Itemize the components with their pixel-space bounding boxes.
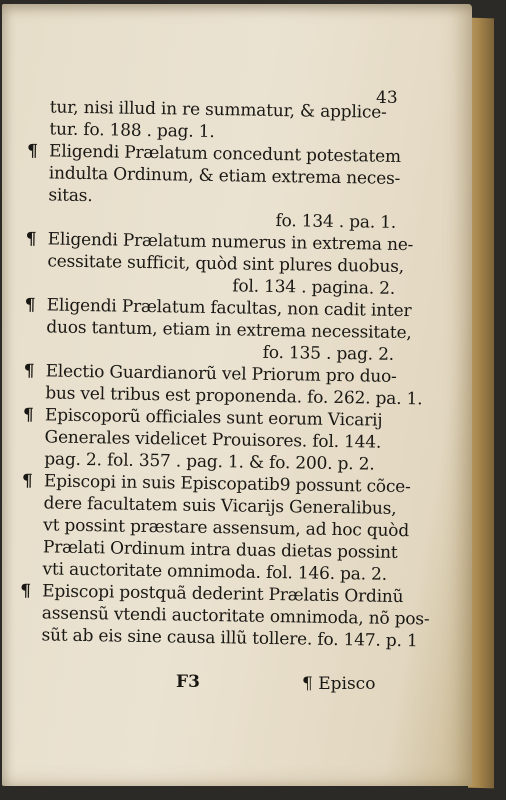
line-text: sũt ab eis sine causa illũ tollere. fo. 147. p. 1 — [41, 625, 418, 652]
pilcrow-mark: ¶ — [22, 405, 34, 426]
line-text: Eligendi Prælatum facultas, non cadit inter — [46, 295, 412, 322]
line-text: sitas. — [48, 185, 93, 207]
line-text: fol. 134 . pagina. 2. — [232, 276, 396, 299]
pilcrow-mark: ¶ — [21, 471, 33, 492]
line-text: dere facultatem suis Vicarijs Generalibus, — [43, 493, 397, 519]
line-text: tur, nisi illud in re summatur, & applice- — [49, 97, 387, 123]
page-footer — [2, 672, 472, 700]
line-text: tur. fo. 188 . pag. 1. — [49, 119, 215, 143]
pilcrow-mark: ¶ — [25, 229, 37, 250]
line-text: indulta Ordinum, & etiam extrema neces- — [48, 163, 401, 189]
index-text — [13, 96, 430, 652]
line-text: Prælati Ordinum intra duas dietas possint — [42, 537, 398, 563]
line-text: cessitate sufficit, quòd sint plures duobus, — [47, 251, 405, 278]
line-text: Electio Guardianorũ vel Priorum pro duo- — [45, 361, 397, 387]
line-text: Episcopi in suis Episcopatib9 possunt cõce- — [43, 471, 411, 498]
pilcrow-mark: ¶ — [26, 141, 38, 162]
line-text: Episcopi postquã dederint Prælatis Ordinũ — [42, 581, 404, 608]
book-page — [2, 4, 472, 786]
pilcrow-mark: ¶ — [20, 581, 32, 602]
line-text: Episcoporũ officiales sunt eorum Vicarij — [44, 405, 383, 431]
line-text: Generales videlicet Prouisores. fol. 144. — [44, 427, 382, 453]
line-text: bus vel tribus est proponenda. fo. 262. pa. 1. — [45, 383, 423, 410]
line-text: Eligendi Prælatum numerus in extrema ne- — [47, 229, 414, 256]
line-text: vt possint præstare assensum, ad hoc quòd — [43, 515, 410, 542]
line-text: vti auctoritate omnimoda. fol. 146. pa. 2. — [42, 559, 388, 585]
line-text: assensũ vtendi auctoritate omnimoda, nõ pos- — [41, 603, 430, 630]
signature-mark: F3 — [176, 672, 200, 692]
pilcrow-mark: ¶ — [23, 361, 35, 382]
line-text: fo. 134 . pa. 1. — [275, 210, 397, 233]
line-text: Eligendi Prælatum concedunt potestatem — [48, 141, 401, 167]
index-line — [13, 624, 418, 652]
line-text: fo. 135 . pag. 2. — [262, 342, 395, 365]
page-number: 43 — [376, 88, 398, 108]
pilcrow-mark: ¶ — [24, 295, 36, 316]
line-text: pag. 2. fol. 357 . pag. 1. & fo. 200. p. 2. — [44, 449, 375, 475]
line-text: duos tantum, etiam in extrema necessitate, — [46, 317, 412, 344]
catchword: ¶ Episco — [302, 674, 376, 694]
